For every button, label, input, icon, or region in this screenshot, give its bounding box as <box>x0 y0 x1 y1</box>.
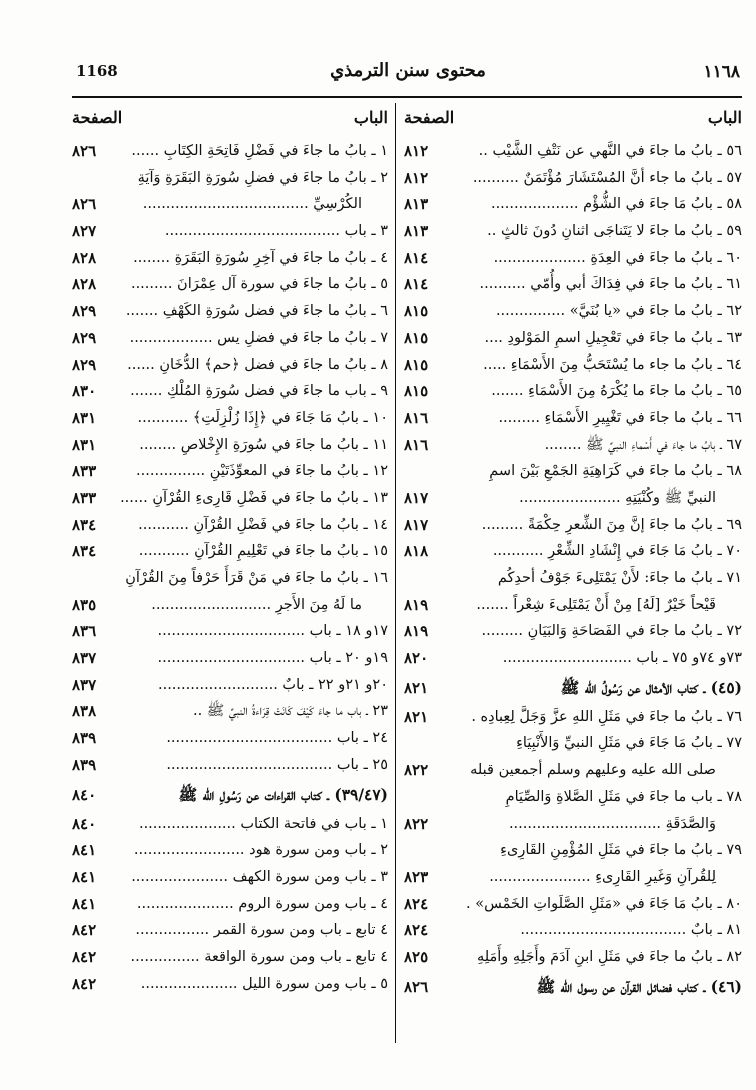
toc-entry-page: ٨٢٦ <box>404 977 429 996</box>
toc-entry <box>72 485 388 512</box>
toc-entry-title: ٦١ ـ بابُ ما جاءَ في فِدَاكَ أبي وأُمّي .......... <box>479 276 742 293</box>
toc-entry <box>72 378 388 405</box>
toc-entry-title: ٦٣ ـ بابُ ما جاءَ في تَعْجِيلِ اسمِ المَوْلودِ .... <box>484 329 742 346</box>
toc-entry <box>72 138 388 165</box>
toc-entry-title: ٦ ـ بابُ ما جاءَ في فضل سُورَةِ الكَهْفِ ....... <box>125 303 388 320</box>
toc-entry <box>404 138 742 165</box>
toc-entry <box>404 405 742 432</box>
toc-entry-page: ٨١٢ <box>404 142 429 160</box>
toc-entry-title: ٦٨ ـ بابُ ما جاءَ في كَرَاهِيَةِ الجَمْعِ بَيْنَ اسمِ <box>489 463 742 480</box>
toc-entry-title: ٥٧ ـ بابُ ما جاء أنَّ المُسْتَشَارَ مُؤْتَمَنٌ .......... <box>472 169 742 186</box>
toc-entry-title: ١٣ ـ بابُ ما جاءَ في فَضْلِ قَارِىءِ القُرْآنِ ...... <box>120 489 388 506</box>
toc-entry-page: ٨٢٤ <box>404 894 429 913</box>
toc-entry <box>72 618 388 645</box>
toc-entry-page: ٨٤٢ <box>72 947 97 966</box>
toc-entry-title: ٥٦ ـ بابُ ما جاءَ في النَّهي عن نَتْفِ الشَّيْب .. <box>478 143 742 159</box>
toc-entry-title: ٣ ـ باب ...................................... <box>164 223 388 240</box>
toc-entry <box>404 837 742 864</box>
toc-entry-title: ٨٢ ـ بابُ ما جاءَ في مَثَلِ ابنِ آدَمَ وأَجَلِهِ وأَمَلِهِ <box>476 948 742 965</box>
toc-entry <box>404 592 742 619</box>
toc-entry-title: ٧١ ـ بابُ ما جاءَ: لأَنْ يَمْتَلِىءَ جَوْفُ أحدِكُم <box>497 570 742 586</box>
toc-entry-page: ٨١٥ <box>404 382 429 401</box>
toc-column-right <box>404 108 742 1003</box>
toc-entry <box>72 672 388 699</box>
toc-entry-title: ٢ ـ بابُ ما جاءَ في فضلِ سُورَةِ البَقَرَةِ وَآيَةِ <box>137 169 388 186</box>
toc-entry-title: ١٤ ـ بابُ ما جاءَ في فَضْلِ القُرْآنِ ........... <box>138 516 388 533</box>
toc-entry <box>404 165 742 192</box>
toc-entry <box>404 730 742 757</box>
toc-entry <box>72 325 388 352</box>
toc-column-left <box>72 108 388 997</box>
toc-entry-title: ٥٨ ـ بابُ مَا جاءَ في الشُّؤْم ................... <box>490 196 742 213</box>
page-heading: الصفحة <box>72 108 123 127</box>
toc-entry-title: ٢ ـ باب ومن سورة هود ........................ <box>133 842 388 859</box>
toc-entry <box>404 811 742 838</box>
toc-entry-title: ٧٩ ـ بابُ ما جاءَ في مَثَلِ المُؤْمِنِ القَارِىءِ <box>500 842 742 859</box>
toc-entry <box>72 592 388 619</box>
toc-entry <box>72 837 388 864</box>
toc-entry <box>72 191 388 218</box>
toc-entry-page: ٨٢٨ <box>72 248 97 267</box>
toc-entry-page: ٨٢٦ <box>72 142 97 160</box>
toc-entry-title: ٧٢ ـ بابُ ما جاءَ في الفَصَاحَةِ وَالبَيَانِ ......... <box>481 623 742 640</box>
toc-entry <box>404 538 742 565</box>
column-divider <box>395 103 396 1043</box>
toc-entry <box>404 864 742 891</box>
toc-section-heading <box>72 779 388 811</box>
toc-entry-page: ٨٢٨ <box>72 275 97 294</box>
toc-entry-page: ٨٣١ <box>72 435 97 454</box>
toc-entry-title: ١٩و ٢٠ ـ باب ................................ <box>157 650 388 667</box>
toc-entry-title: الكُرْسِيِّ .................................... <box>142 196 362 213</box>
toc-entry-page: ٨٢٣ <box>404 867 429 886</box>
toc-entry <box>72 538 388 565</box>
toc-entry-title: ١ ـ بابُ ما جاءَ في فَضْلِ فَاتِحَةِ الكِتَابِ ...... <box>131 143 388 159</box>
toc-entry <box>72 458 388 485</box>
toc-entry <box>404 218 742 245</box>
header-rule <box>72 96 742 98</box>
toc-entry-title: ٧٨ ـ باب ما جاءَ في مَثَلِ الصَّلاةِ وَالصِّيَامِ <box>505 788 742 805</box>
toc-entry <box>72 298 388 325</box>
toc-entry-page: ٨٢٦ <box>72 195 97 214</box>
toc-entry-page: ٨١٦ <box>404 408 429 427</box>
toc-entry-title: ما لَهُ مِنَ الأَجرِ .......................... <box>151 596 362 613</box>
toc-entry <box>72 917 388 944</box>
toc-entry <box>404 704 742 731</box>
toc-entry-title: ١١ ـ بابُ ما جاءَ في سُورَةِ الإِخْلاصِ ........ <box>139 436 388 453</box>
toc-entry-page: ٨٤١ <box>72 894 97 913</box>
toc-entry-title: ٥ ـ بابُ ما جاءَ في سورة آل عِمْرَانَ ......... <box>130 276 388 293</box>
toc-entry <box>72 218 388 245</box>
toc-entry-title: ٥ ـ باب ومن سورة الليل ..................... <box>140 975 388 992</box>
toc-entry-page: ٨٤١ <box>72 867 97 886</box>
toc-entry-title: ٤ ـ بابُ ما جاءَ في آخِرِ سُورَةِ البَقَرَةِ ........ <box>133 249 388 266</box>
toc-entry-title: قَيْحاً خَيْرٌ [لَهُ] مِنْ أَنْ يَمْتَلِىءَ شِعْراً ....... <box>476 596 716 613</box>
toc-entry <box>72 725 388 752</box>
toc-entry-page: ٨٤٢ <box>72 974 97 993</box>
toc-entry-page: ٨٢٢ <box>404 761 429 780</box>
page-number-latin: 1168 <box>76 62 118 80</box>
toc-entry-title: ٦٩ ـ بابُ ما جاءَ إنَّ مِنَ الشِّعرِ حِكْمَةً ......... <box>481 516 742 533</box>
toc-entry-title: صلى الله عليه وعليهم وسلم أجمعين قبله <box>470 762 716 779</box>
toc-entry-page: ٨٤١ <box>72 841 97 860</box>
toc-entry <box>404 618 742 645</box>
toc-entry-title: ٧٣و ٧٤و ٧٥ ـ باب ............................ <box>502 650 742 667</box>
toc-entry-page: ٨١٧ <box>404 488 429 507</box>
toc-entry <box>72 698 388 725</box>
toc-entry-title: ١ ـ باب في فاتحة الكتاب ..................... <box>138 815 388 832</box>
toc-entry-page: ٨١٩ <box>404 622 429 641</box>
toc-entry-page: ٨٣٠ <box>72 382 97 401</box>
toc-entry <box>404 458 742 485</box>
page-number-arabic: ١١٦٨ <box>703 62 740 82</box>
toc-entry-title: ٨١ ـ بابٌ .................................... <box>520 922 742 939</box>
toc-entry-page: ٨٣٨ <box>72 702 97 721</box>
toc-entry-page: ٨٣٧ <box>72 649 97 668</box>
toc-entry-title: ٤ تابع ـ باب ومن سورة الواقعة ............... <box>130 948 388 965</box>
toc-entry <box>72 891 388 918</box>
toc-entry-title: ١٦ ـ بابُ ما جاءَ في مَنْ قَرَأَ حَرْفاً مِنَ القُرْآنِ <box>125 570 388 586</box>
toc-entry <box>404 191 742 218</box>
toc-entry <box>404 784 742 811</box>
toc-entry-title: ٤ تابع ـ باب ومن سورة القمر ................ <box>135 922 388 939</box>
toc-entry <box>404 512 742 539</box>
toc-entry <box>404 917 742 944</box>
toc-entry-page: ٨١٦ <box>404 435 429 454</box>
toc-entry-title: ٢٤ ـ باب .................................... <box>166 730 388 747</box>
toc-entry-page: ٨١٣ <box>404 195 429 214</box>
toc-entry-title: (٤٦) ـ كتاب فضائل القرآن عن رسول الله ﷺ <box>536 976 742 996</box>
toc-entry <box>404 645 742 672</box>
toc-entry-page: ٨٢١ <box>404 707 429 726</box>
toc-entry-page: ٨٢١ <box>404 678 429 697</box>
toc-entry-page: ٨١٥ <box>404 302 429 321</box>
page-title: محتوى سنن الترمذي <box>330 60 486 81</box>
toc-entry-page: ٨٢٢ <box>404 814 429 833</box>
toc-entry-page: ٨٣٦ <box>72 622 97 641</box>
toc-entry-page: ٨٢٥ <box>404 947 429 966</box>
toc-entry-page: ٨٣٩ <box>72 755 97 774</box>
toc-entry <box>404 565 742 592</box>
toc-entry <box>72 432 388 459</box>
toc-entry <box>404 325 742 352</box>
toc-entry-page: ٨٤٠ <box>72 814 97 833</box>
toc-entry <box>72 245 388 272</box>
toc-section-heading <box>404 672 742 704</box>
toc-entry <box>72 645 388 672</box>
toc-entry-title: ١٧و ١٨ ـ باب ................................ <box>157 623 388 640</box>
toc-entry <box>72 405 388 432</box>
page-header <box>76 62 740 92</box>
toc-entry-page: ٨٣٤ <box>72 515 97 534</box>
toc-section-heading <box>404 971 742 1003</box>
toc-entry-title: ٦٤ ـ بابُ ما جاء ما يُسْتَحَبُّ مِنَ الأَسْمَاءِ ..... <box>483 356 742 373</box>
toc-entry-title: (٣٩/٤٧) ـ كتاب القراءات عن رَسُولِ الله ﷺ <box>178 784 388 804</box>
column-header <box>404 108 742 138</box>
toc-entry <box>404 298 742 325</box>
toc-entry-title: ١٢ ـ بابُ ما جاءَ في المعوِّذَتَيْنِ ............... <box>136 463 388 480</box>
toc-entry-title: ٩ ـ باب ما جاءَ في فضل سُورَةِ المُلْكِ ....... <box>130 383 388 400</box>
toc-list-left <box>72 138 388 997</box>
toc-entry <box>404 378 742 405</box>
toc-entry <box>404 352 742 379</box>
toc-entry-page: ٨٤٢ <box>72 921 97 940</box>
toc-entry-title: ٢٥ ـ باب .................................... <box>166 756 388 773</box>
toc-entry-page: ٨٣٩ <box>72 729 97 748</box>
toc-entry <box>404 485 742 512</box>
toc-entry-title: لِلقُرآنِ وَغَيرِ القَارِىءِ ...................... <box>489 868 716 885</box>
toc-entry-title: ٤ ـ باب ومن سورة الروم ..................... <box>136 895 388 912</box>
toc-entry-title: ٧٠ ـ بابُ مَا جَاءَ في إِنْشَادِ الشِّعْرِ ........... <box>492 543 742 560</box>
toc-entry-page: ٨٣٧ <box>72 675 97 694</box>
toc-entry-page: ٨١٨ <box>404 542 429 561</box>
toc-entry <box>404 944 742 971</box>
toc-entry-title: ٦٥ ـ بابُ ما جاءَ ما يُكْرَهُ مِنَ الأَسْمَاءِ ....... <box>491 383 742 400</box>
toc-entry <box>404 757 742 784</box>
toc-entry-title: ٨٠ ـ بابُ مَا جَاءَ في «مَثَلِ الصَّلَواتِ الخَمْس» . <box>466 895 742 912</box>
toc-entry <box>404 432 742 459</box>
toc-entry-page: ٨١٣ <box>404 222 429 241</box>
toc-entry-page: ٨١٤ <box>404 248 429 267</box>
toc-entry-page: ٨٢٠ <box>404 649 429 668</box>
toc-entry-page: ٨٢٩ <box>72 355 97 374</box>
toc-entry-title: ٢٠و ٢١و ٢٢ ـ بابٌ .......................... <box>157 676 388 693</box>
toc-entry <box>72 752 388 779</box>
toc-entry-page: ٨١٧ <box>404 515 429 534</box>
toc-entry-title: ١٥ ـ بابُ ما جاءَ في تَعْلِيمِ القُرْآنِ ........... <box>138 543 388 560</box>
toc-entry <box>72 565 388 592</box>
toc-entry <box>72 352 388 379</box>
toc-entry <box>72 512 388 539</box>
toc-entry-page: ٨١٥ <box>404 328 429 347</box>
toc-entry <box>404 271 742 298</box>
toc-entry-page: ٨٣٣ <box>72 462 97 481</box>
toc-entry <box>72 811 388 838</box>
toc-entry-title: ٥٩ ـ بابُ ما جاءَ لا يَتَناجَى اثنانِ دُونَ ثالثٍ .. <box>487 223 742 240</box>
toc-entry-title: ٧٧ ـ بابُ مَا جَاءَ في مَثَلِ النبيِّ وَالأَنْبِيَاءِ <box>516 735 742 752</box>
toc-entry-page: ٨٤٠ <box>72 785 97 804</box>
toc-entry-page: ٨١٥ <box>404 355 429 374</box>
toc-entry <box>72 165 388 192</box>
toc-entry-page: ٨٢٩ <box>72 328 97 347</box>
toc-entry <box>404 891 742 918</box>
toc-entry-title: ١٠ ـ بابُ مَا جَاءَ في ﴿إِذَا زُلْزِلَتِ﴾ ........... <box>137 409 388 426</box>
toc-entry <box>72 944 388 971</box>
toc-entry-page: ٨٣٣ <box>72 488 97 507</box>
toc-entry-title: ٢٣ ـ باب ما جاءَ كَيْفَ كَانَتْ قِرَاءةُ النبيِّ ﷺ .. <box>192 703 388 720</box>
toc-entry-page: ٨٢٤ <box>404 921 429 940</box>
toc-entry <box>72 971 388 998</box>
toc-entry <box>404 245 742 272</box>
toc-entry-title: (٤٥) ـ كتاب الأمثال عن رَسُولُ الله ﷺ <box>560 677 742 697</box>
toc-entry-page: ٨٣٤ <box>72 542 97 561</box>
toc-entry-title: ٧ ـ بابُ ما جاءَ في فضلِ يس .................. <box>129 329 388 346</box>
toc-entry-page: ٨٢٧ <box>72 222 97 241</box>
column-header <box>72 108 388 138</box>
toc-entry-title: ٦٦ ـ بابُ ما جاءَ في تَغْيِيرِ الأَسْمَاءِ ......... <box>498 409 742 426</box>
page-heading: الصفحة <box>404 108 455 127</box>
toc-entry-title: ٦٠ ـ بابُ ما جاءَ في العِدَةِ .................... <box>493 249 742 266</box>
toc-entry-title: ٣ ـ باب ومن سورة الكهف ..................... <box>131 868 388 885</box>
toc-entry-title: ٦٧ ـ بابُ ما جاءَ في أَسْماءِ النبيِّ ﷺ ........ <box>544 436 742 453</box>
toc-entry-page: ٨٢٩ <box>72 302 97 321</box>
chapter-heading: الباب <box>707 108 742 127</box>
toc-entry-title: النبيِّ ﷺ وكُنْيَتِهِ ...................... <box>519 489 716 506</box>
toc-entry-title: وَالصَّدَقَةِ ................................. <box>508 815 716 832</box>
toc-entry-page: ٨١٩ <box>404 595 429 614</box>
toc-entry-page: ٨٣٥ <box>72 595 97 614</box>
toc-entry-title: ٨ ـ بابُ ما جاءَ في فضل ﴿حم﴾ الدُّخَانِ ...... <box>127 356 388 373</box>
toc-entry-title: ٦٢ ـ بابُ ما جاءَ في «يا بُنَيَّ» ............... <box>495 303 742 320</box>
toc-entry <box>72 271 388 298</box>
toc-entry-page: ٨١٢ <box>404 168 429 187</box>
chapter-heading: الباب <box>353 108 388 127</box>
toc-entry-page: ٨١٤ <box>404 275 429 294</box>
toc-entry <box>72 864 388 891</box>
toc-list-right <box>404 138 742 1003</box>
toc-entry-title: ٧٦ ـ بابُ ما جاءَ في مَثَلِ اللهِ عزَّ وَجَلَّ لِعِبادِه . <box>471 708 742 725</box>
toc-entry-page: ٨٣١ <box>72 408 97 427</box>
